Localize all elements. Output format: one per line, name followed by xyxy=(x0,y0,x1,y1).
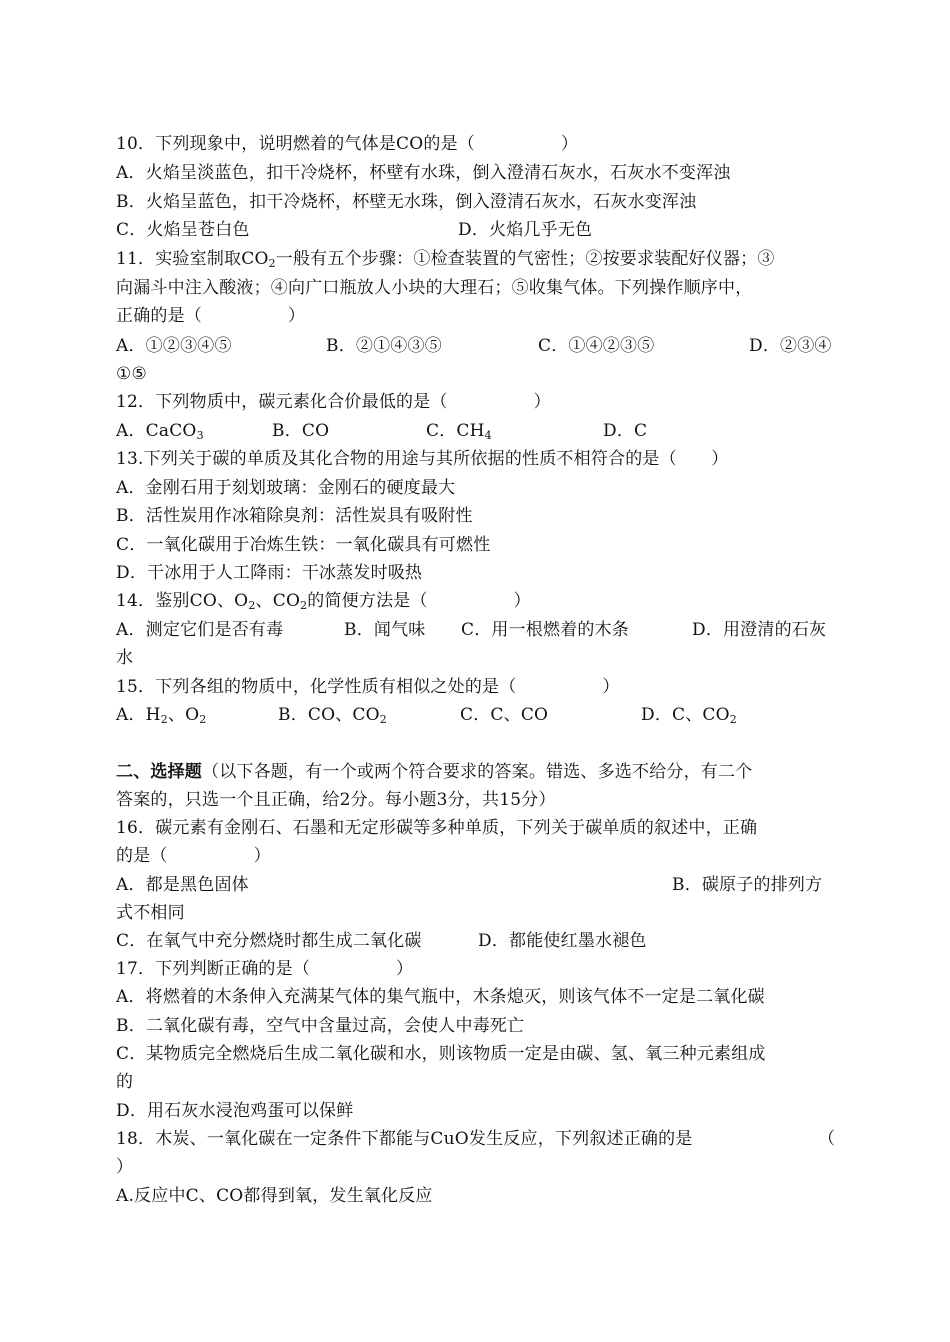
q18-paren-open: （ xyxy=(818,1129,836,1149)
q15-b-pre: B．CO、CO xyxy=(278,705,380,725)
q16-line1: 16．碳元素有金刚石、石墨和无定形碳等多种单质，下列关于碳单质的叙述中，正确 xyxy=(116,818,758,838)
q15-d-pre: D．C、CO xyxy=(641,705,730,725)
section2-heading: 二、选择题 xyxy=(116,762,202,782)
q17-option-d: D．用石灰水浸泡鸡蛋可以保鲜 xyxy=(116,1101,354,1121)
q13-option-d: D．干冰用于人工降雨：干冰蒸发时吸热 xyxy=(116,563,423,583)
q11-line1 xyxy=(116,247,775,271)
q17-option-c-cont: 的 xyxy=(116,1072,134,1092)
q15-a-mid: 、O xyxy=(167,705,200,725)
q16-option-d: D．都能使红墨水褪色 xyxy=(478,931,647,951)
q15-stem: 15．下列各组的物质中，化学性质有相似之处的是（ ） xyxy=(116,677,620,697)
q12-option-d: D．C xyxy=(603,421,648,441)
section2-intro-line2: 答案的，只选一个且正确，给2分。每小题3分，共15分） xyxy=(116,790,556,810)
q15-a-sub2: 2 xyxy=(199,713,207,726)
q11-option-c: C．①④②③⑤ xyxy=(538,336,655,356)
q15-a-sub1: 2 xyxy=(160,713,168,726)
q12-a-sub: 3 xyxy=(196,429,204,442)
q11-line1-pre: 11．实验室制取CO xyxy=(116,249,269,269)
q11-line2: 向漏斗中注入酸液；④向广口瓶放人小块的大理石；⑤收集气体。下列操作顺序中， xyxy=(116,278,753,298)
q10-option-b: B．火焰呈蓝色，扣干冷烧杯，杯壁无水珠，倒入澄清石灰水，石灰水变浑浊 xyxy=(116,192,697,212)
q16-option-c: C．在氧气中充分燃烧时都生成二氧化碳 xyxy=(116,931,422,951)
q14-option-a: A．测定它们是否有毒 xyxy=(116,620,284,640)
q13-option-c: C．一氧化碳用于冶炼生铁：一氧化碳具有可燃性 xyxy=(116,535,491,555)
q13-option-b: B．活性炭用作冰箱除臭剂：活性炭具有吸附性 xyxy=(116,506,473,526)
q10-stem: 10．下列现象中，说明燃着的气体是CO的是（ ） xyxy=(116,134,579,154)
q10-option-a: A．火焰呈淡蓝色，扣干冷烧杯，杯壁有水珠，倒入澄清石灰水，石灰水不变浑浊 xyxy=(116,163,731,183)
q11-line3: 正确的是（ ） xyxy=(116,306,306,326)
q16-line2: 的是（ ） xyxy=(116,846,271,866)
q10-option-c: C．火焰呈苍白色 xyxy=(116,220,250,240)
q14-option-c: C．用一根燃着的木条 xyxy=(461,620,630,640)
q11-option-a: A．①②③④⑤ xyxy=(116,336,232,356)
q14-option-d-cont: 水 xyxy=(116,648,134,668)
q15-a-pre: A．H xyxy=(116,705,161,725)
q18-option-a: A.反应中C、CO都得到氧，发生氧化反应 xyxy=(116,1186,433,1206)
q16-option-a: A．都是黑色固体 xyxy=(116,875,249,895)
q14-stem xyxy=(116,589,531,613)
q11-line1-sub: 2 xyxy=(268,257,276,270)
q14-option-d: D．用澄清的石灰 xyxy=(692,620,827,640)
q18-stem: 18．木炭、一氧化碳在一定条件下都能与CuO发生反应，下列叙述正确的是 xyxy=(116,1129,693,1149)
q14-stem-mid: 、CO xyxy=(255,591,301,611)
q13-stem: 13.下列关于碳的单质及其化合物的用途与其所依据的性质不相符合的是（ ） xyxy=(116,449,729,469)
q11-option-b: B．②①④③⑤ xyxy=(326,336,442,356)
q12-option-a xyxy=(116,419,204,443)
q15-d-sub: 2 xyxy=(729,713,737,726)
q15-option-d xyxy=(641,703,737,727)
q12-option-b: B．CO xyxy=(272,421,330,441)
q11-line1-post: 一般有五个步骤：①检查装置的气密性；②按要求装配好仪器；③ xyxy=(275,249,775,269)
q16-option-b-cont: 式不相同 xyxy=(116,903,185,923)
q14-option-b: B．闻气味 xyxy=(344,620,426,640)
q15-option-a xyxy=(116,703,206,727)
q11-option-d: D．②③④ xyxy=(749,336,832,356)
q14-stem-post: 的简便方法是（ ） xyxy=(307,591,531,611)
q12-c-sub: 4 xyxy=(484,429,492,442)
q15-option-c: C．C、CO xyxy=(460,705,549,725)
q13-option-a: A．金刚石用于刻划玻璃：金刚石的硬度最大 xyxy=(116,478,456,498)
section2-intro-rest: （以下各题，有一个或两个符合要求的答案。错选、多选不给分，有二个 xyxy=(202,762,753,782)
q12-option-c xyxy=(426,419,492,443)
q16-option-b: B．碳原子的排列方 xyxy=(672,875,823,895)
q18-paren-close: ） xyxy=(116,1157,134,1177)
q17-stem: 17．下列判断正确的是（ ） xyxy=(116,959,414,979)
q15-b-sub: 2 xyxy=(379,713,387,726)
q11-option-d-cont: ①⑤ xyxy=(116,364,147,384)
q14-stem-pre: 14．鉴别CO、O xyxy=(116,591,249,611)
q12-c-pre: C．CH xyxy=(426,421,485,441)
q10-option-d: D．火焰几乎无色 xyxy=(458,220,593,240)
q17-option-c: C．某物质完全燃烧后生成二氧化碳和水，则该物质一定是由碳、氢、氧三种元素组成 xyxy=(116,1044,766,1064)
q14-stem-sub2: 2 xyxy=(300,599,308,612)
q15-option-b xyxy=(278,703,387,727)
q12-a-pre: A．CaCO xyxy=(116,421,197,441)
q12-stem: 12．下列物质中，碳元素化合价最低的是（ ） xyxy=(116,392,551,412)
q17-option-a: A．将燃着的木条伸入充满某气体的集气瓶中，木条熄灭，则该气体不一定是二氧化碳 xyxy=(116,987,765,1007)
q17-option-b: B．二氧化碳有毒，空气中含量过高，会使人中毒死亡 xyxy=(116,1016,525,1036)
section2-intro xyxy=(116,760,752,784)
q14-stem-sub1: 2 xyxy=(248,599,256,612)
